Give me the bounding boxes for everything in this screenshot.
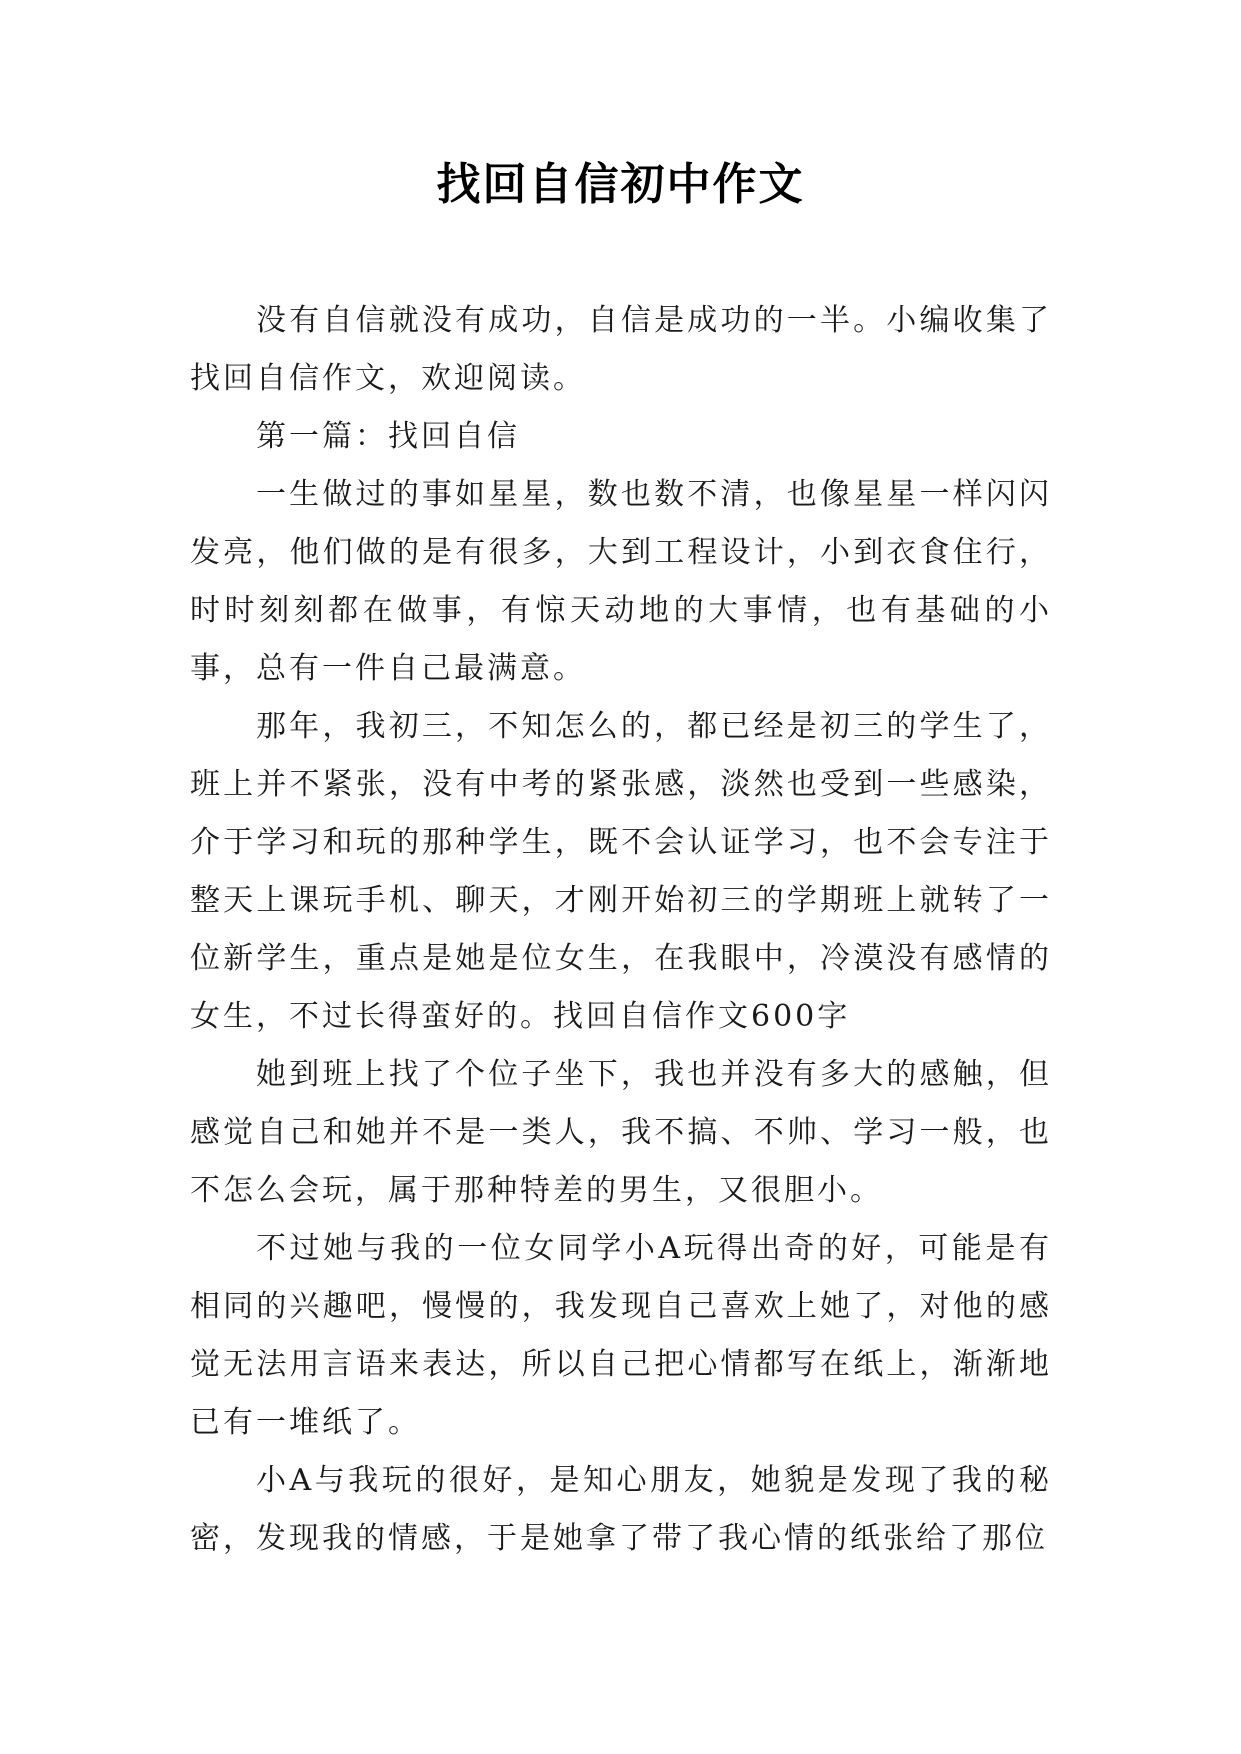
paragraph-section-heading: 第一篇：找回自信 [256,419,520,454]
document-title: 找回自信初中作文 [436,159,805,210]
paragraph: 小A与我玩的很好，是知心朋友，她貌是发现了我的秘密，发现我的情感，于是她拿了带了我心情的纸张给了那位 [190,1463,1052,1556]
paragraph: 一生做过的事如星星，数也数不清，也像星星一样闪闪发亮，他们做的是有很多，大到工程设计，小到衣食住行，时时刻刻都在做事，有惊天动地的大事情，也有基础的小事，总有一件自己最满意。 [190,477,1052,686]
paragraph-intro: 没有自信就没有成功，自信是成功的一半。小编收集了找回自信作文，欢迎阅读。 [190,303,1052,396]
paragraph: 她到班上找了个位子坐下，我也并没有多大的感触，但感觉自己和她并不是一类人，我不搞、不帅、学习一般，也不怎么会玩，属于那种特差的男生，又很胆小。 [190,1057,1052,1208]
document-body [190,292,1052,1568]
paragraph: 不过她与我的一位女同学小A玩得出奇的好，可能是有相同的兴趣吧，慢慢的，我发现自己喜欢上她了，对他的感觉无法用言语来表达，所以自己把心情都写在纸上，渐渐地已有一堆纸了。 [190,1231,1052,1440]
paragraph: 那年，我初三，不知怎么的，都已经是初三的学生了，班上并不紧张，没有中考的紧张感，淡然也受到一些感染，介于学习和玩的那种学生，既不会认证学习，也不会专注于整天上课玩手机、聊天，才刚开始初三的学期班上就转了一位新学生，重点是她是位女生，在我眼中，冷漠没有感情的女生，不过长得蛮好的。找回自信作文600字 [190,709,1052,1034]
